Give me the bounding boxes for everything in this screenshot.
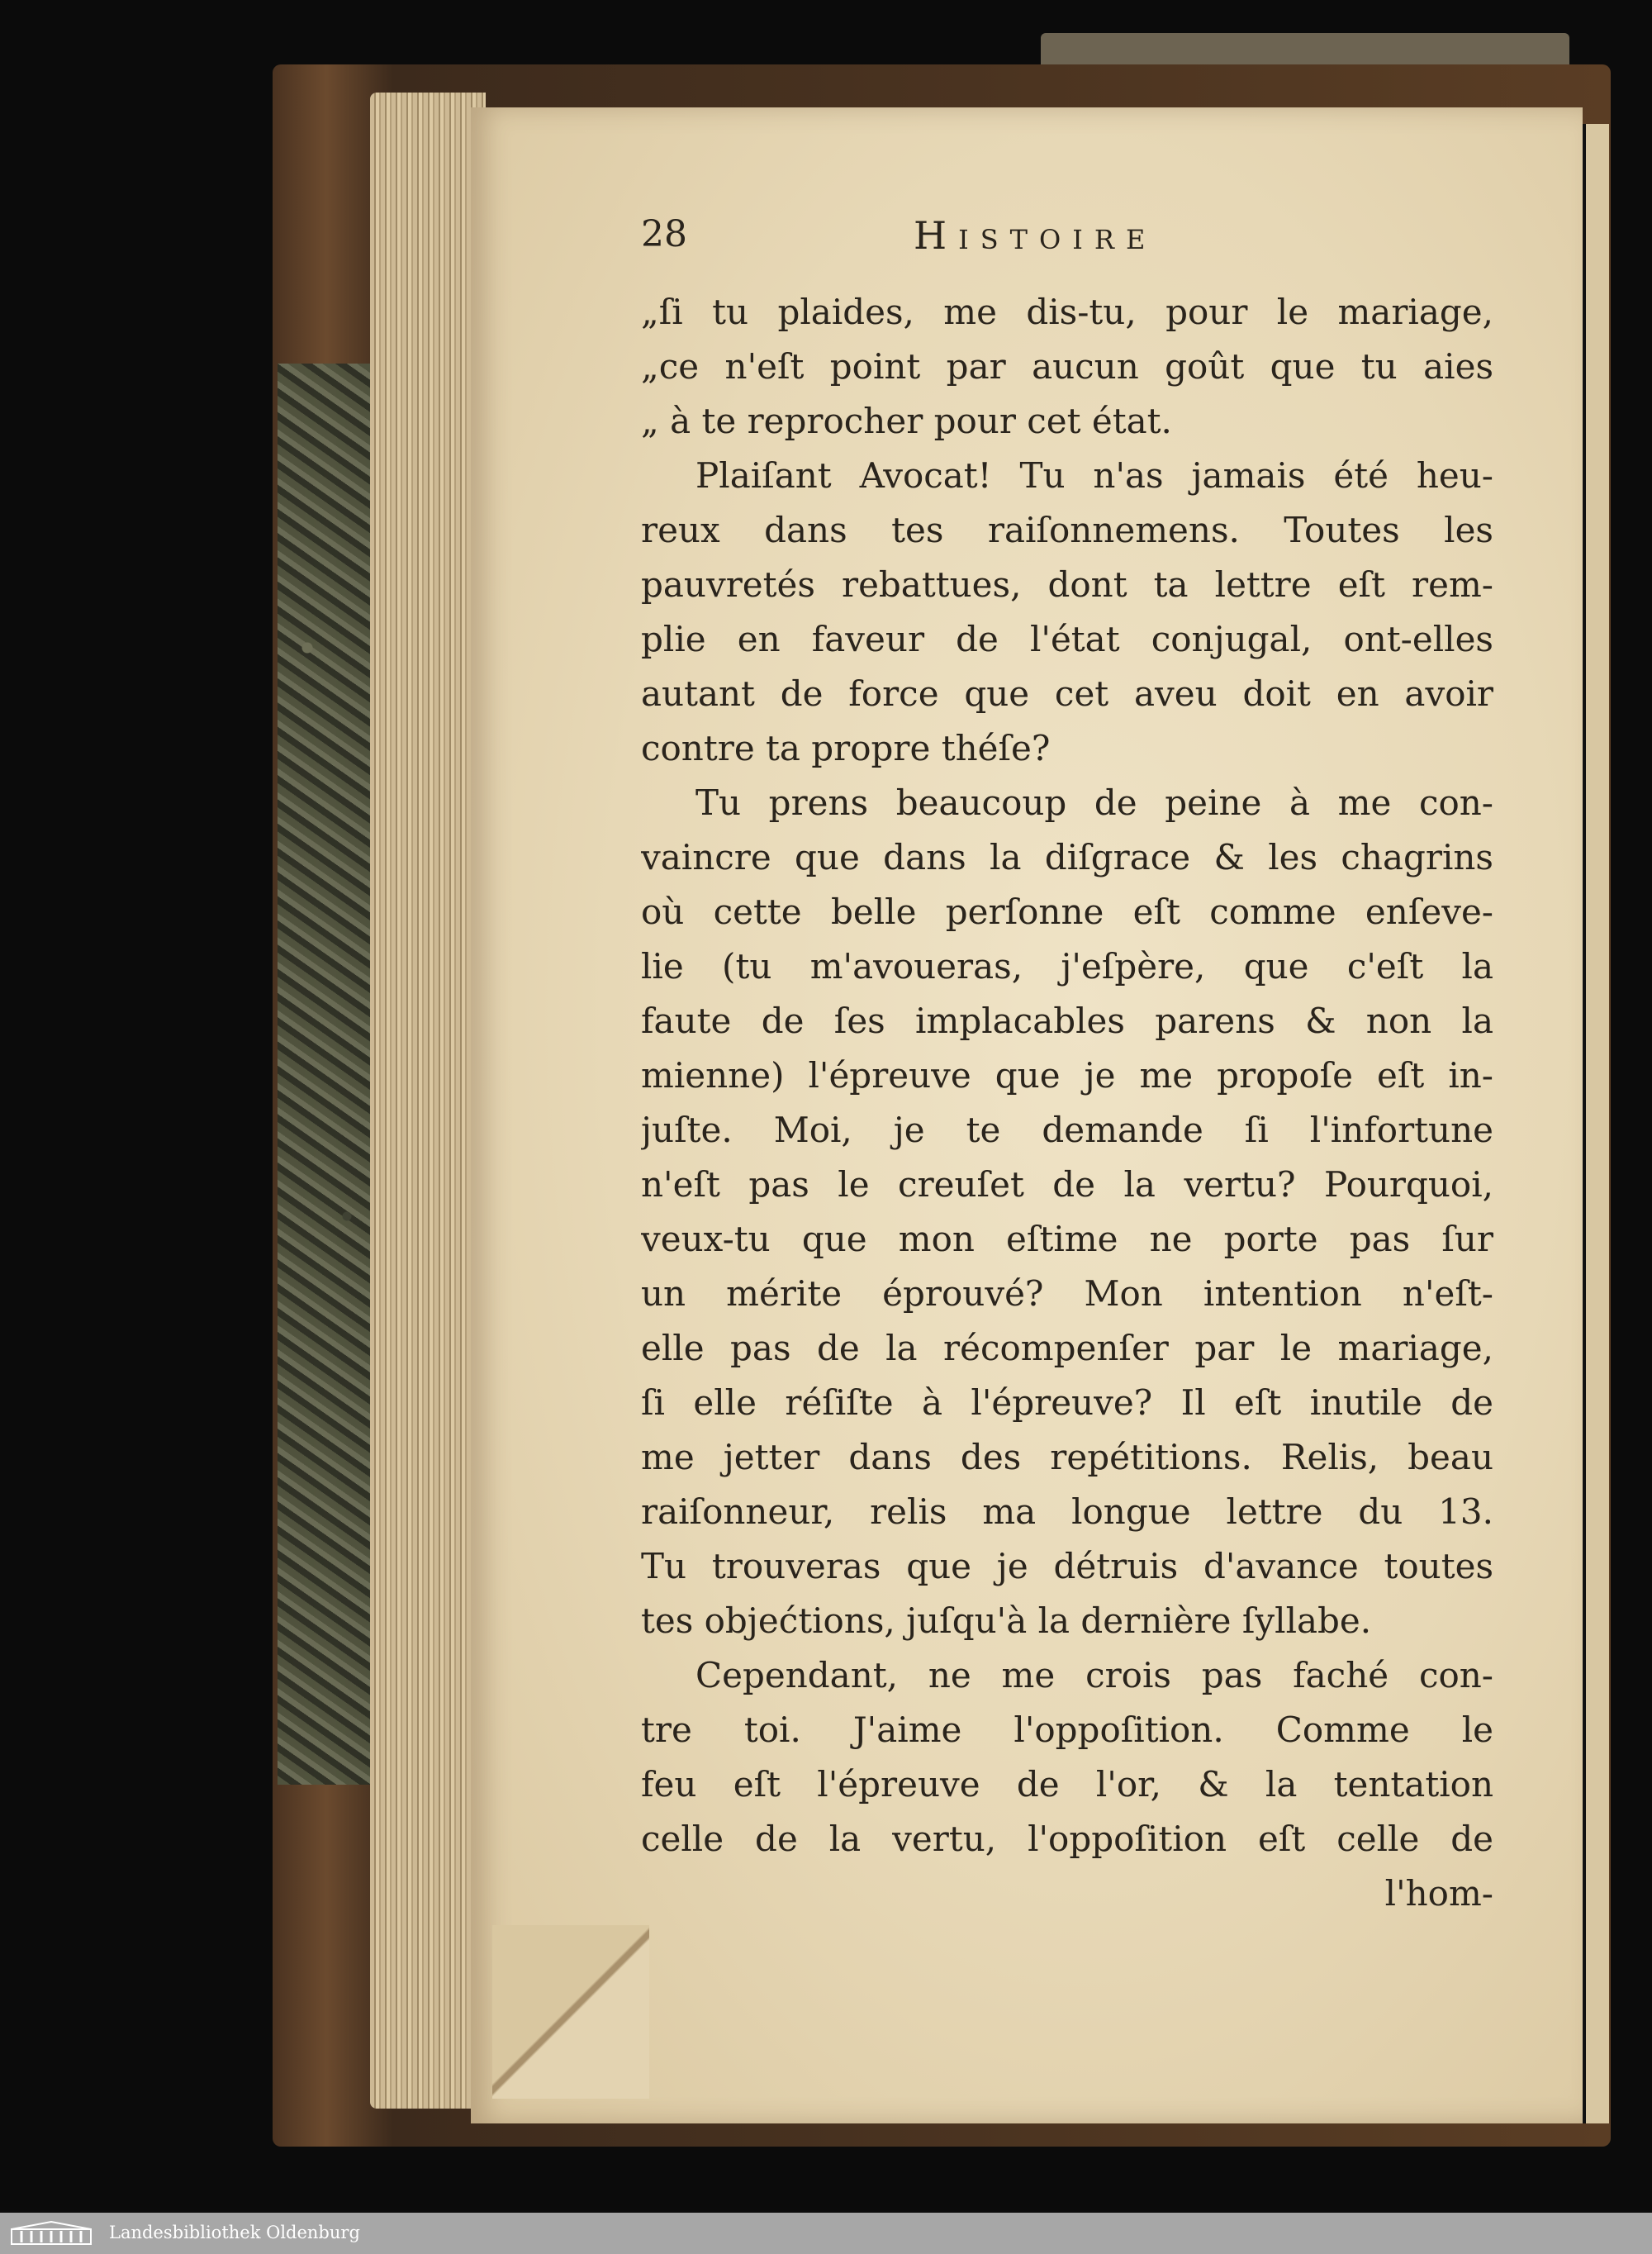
text-line: tre toi. J'aime l'oppoſition. Comme le <box>641 1710 1493 1750</box>
text-line: pauvretés rebattues, dont ta lettre eſt rem- <box>641 564 1493 605</box>
text-line: raiſonneur, relis ma longue lettre du 13. <box>641 1491 1493 1532</box>
text-line: juſte. Moi, je te demande ſi l'infortune <box>641 1110 1493 1150</box>
text-line: n'eſt pas le creuſet de la vertu? Pourquoi, <box>641 1164 1493 1205</box>
running-title: Histoire <box>914 213 1157 258</box>
text-line: „ce n'eſt point par aucun goût que tu aies <box>641 346 1493 387</box>
text-line: veux-tu que mon eſtime ne porte pas ſur <box>641 1219 1493 1259</box>
text-line: tes objećtions, juſqu'à la dernière ſyllabe. <box>641 1600 1372 1641</box>
text-line: autant de force que cet aveu doit en avoir <box>641 673 1493 714</box>
text-line: „ à te reprocher pour cet état. <box>641 401 1172 441</box>
text-line: lie (tu m'avoueras, j'eſpère, que c'eſt la <box>641 946 1493 987</box>
text-line: elle pas de la récompenſer par le mariage, <box>641 1328 1493 1368</box>
text-line: contre ta propre théſe? <box>641 728 1051 768</box>
text-line: mienne) l'épreuve que je me propoſe eſt in- <box>641 1055 1493 1096</box>
footer-bar <box>0 2213 1652 2254</box>
text-line: celle de la vertu, l'oppoſition eſt celle de <box>641 1819 1493 1859</box>
text-line: me jetter dans des repétitions. Relis, beau <box>641 1437 1493 1477</box>
text-line: un mérite éprouvé? Mon intention n'eſt- <box>641 1273 1493 1314</box>
text-line: reux dans tes raiſonnemens. Toutes les <box>641 510 1493 550</box>
library-name: Landesbibliothek Oldenburg <box>109 2223 360 2242</box>
folded-corner <box>492 1925 649 2099</box>
text-line: ſi elle réſiſte à l'épreuve? Il eſt inutile de <box>641 1382 1493 1423</box>
marbled-binding <box>278 364 377 1785</box>
text-line: Cependant, ne me crois pas faché con- <box>695 1655 1493 1695</box>
text-line: Tu trouveras que je détruis d'avance toutes <box>641 1546 1493 1586</box>
page-edges <box>370 93 486 2109</box>
page-header <box>641 213 1508 263</box>
text-line: l'hom- <box>1384 1873 1493 1914</box>
body-text <box>641 285 1493 1921</box>
text-line: faute de ſes implacables parens & non la <box>641 1001 1493 1041</box>
text-line: „ſi tu plaides, me dis-tu, pour le mariage, <box>641 292 1493 332</box>
text-line: Plaiſant Avocat! Tu n'as jamais été heu- <box>695 455 1493 496</box>
text-line: plie en faveur de l'état conjugal, ont-elles <box>641 619 1493 659</box>
text-line: feu eſt l'épreuve de l'or, & la tentation <box>641 1764 1493 1805</box>
page-number: 28 <box>641 213 687 255</box>
library-building-icon <box>10 2221 93 2246</box>
text-line: vaincre que dans la diſgrace & les chagrins <box>641 837 1493 877</box>
facing-page-edge <box>1579 124 1609 2123</box>
text-line: Tu prens beaucoup de peine à me con- <box>695 782 1493 823</box>
text-line: où cette belle perſonne eſt comme enſeve- <box>641 892 1493 932</box>
